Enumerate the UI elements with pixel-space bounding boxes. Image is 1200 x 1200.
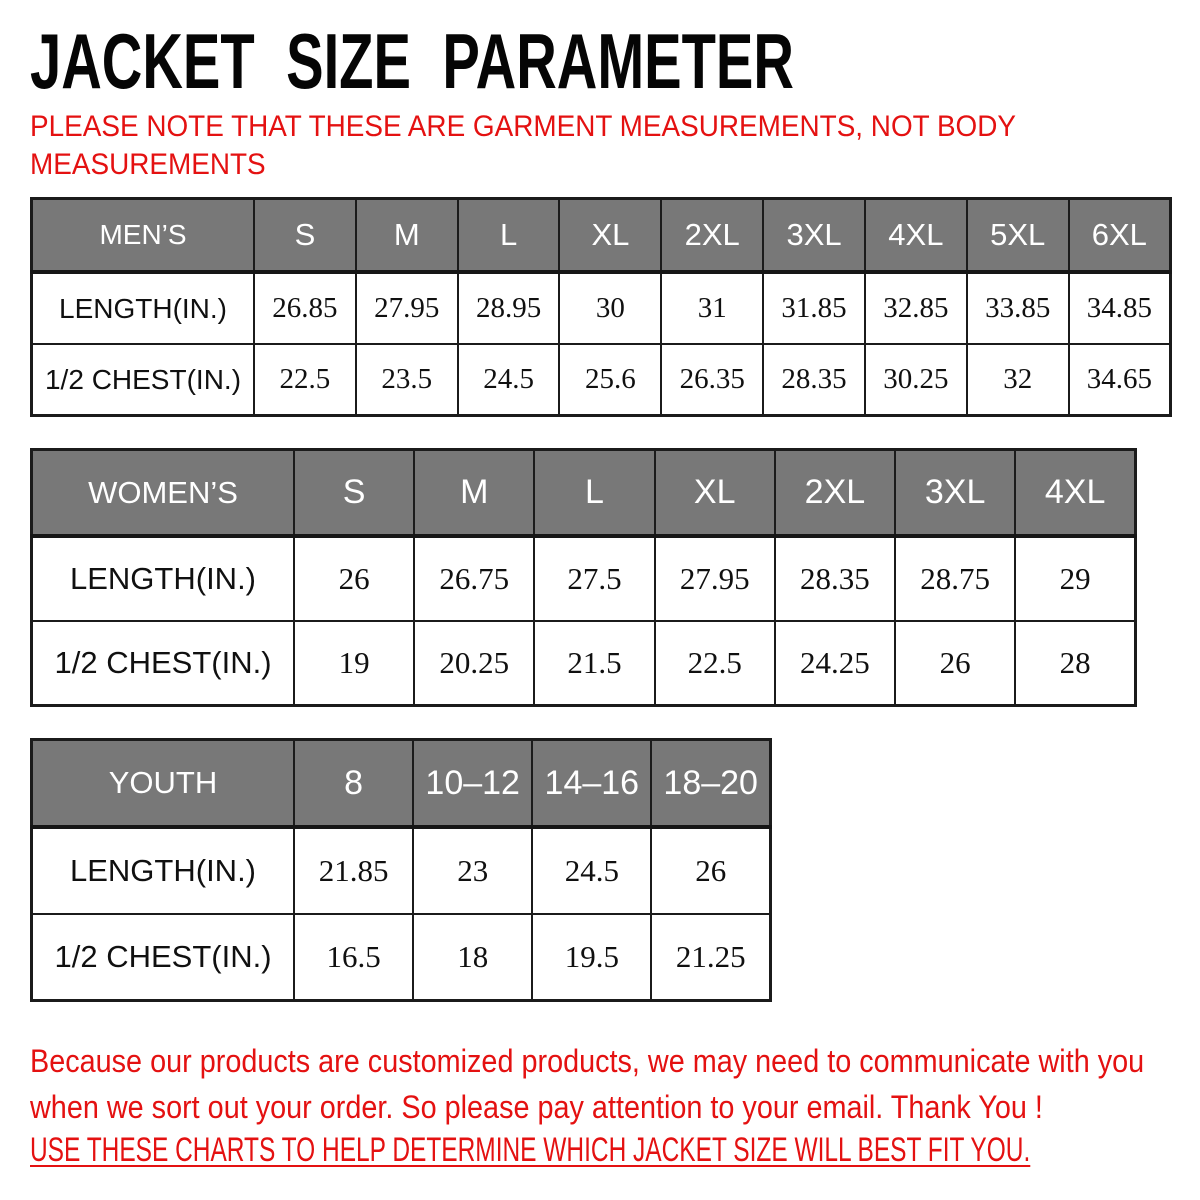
size-value-cell: 34.85 [1069,272,1171,344]
group-label-cell: YOUTH [32,740,295,828]
size-value-cell: 21.5 [534,621,654,706]
size-header-cell: 6XL [1069,199,1171,273]
size-value-cell: 28.35 [763,344,865,416]
size-value-cell: 27.95 [356,272,458,344]
size-value-cell: 25.6 [559,344,661,416]
womens-size-table [30,448,1137,707]
size-value-cell: 24.25 [775,621,895,706]
size-value-cell: 22.5 [655,621,775,706]
customization-notice-line: Because our products are customized products, we may need to communicate with you [30,1043,1145,1079]
size-header-cell: 3XL [763,199,865,273]
size-header-cell: XL [655,450,775,537]
size-value-cell: 20.25 [414,621,534,706]
size-header-cell: 8 [294,740,413,828]
size-value-cell: 22.5 [254,344,356,416]
size-header-cell: L [534,450,654,537]
size-value-cell: 29 [1015,536,1135,621]
size-value-cell: 27.5 [534,536,654,621]
customization-notice-line: when we sort out your order. So please pay attention to your email. Thank You ! [30,1089,1043,1125]
size-value-cell: 34.65 [1069,344,1171,416]
row-label-cell: LENGTH(IN.) [32,536,295,621]
size-value-cell: 21.85 [294,827,413,914]
size-value-cell: 26 [294,536,414,621]
customization-notice [30,1038,1144,1130]
youth-size-table [30,738,772,1002]
size-header-cell: 10–12 [413,740,532,828]
size-value-cell: 33.85 [967,272,1069,344]
size-value-cell: 32 [967,344,1069,416]
size-value-cell: 24.5 [458,344,560,416]
size-value-cell: 19.5 [532,914,651,1001]
size-value-cell: 23.5 [356,344,458,416]
page-title: JACKET SIZE PARAMETER [30,17,794,105]
group-label-cell: MEN’S [32,199,255,273]
chart-usage-instruction: USE THESE CHARTS TO HELP DETERMINE WHICH JACKET SIZE WILL BEST FIT YOU. [30,1131,1031,1169]
table-row [32,621,1136,706]
table-row [32,914,771,1001]
size-value-cell: 23 [413,827,532,914]
size-header-row [32,740,771,828]
size-value-cell: 28.75 [895,536,1015,621]
row-label-cell: 1/2 CHEST(IN.) [32,914,295,1001]
size-header-cell: 3XL [895,450,1015,537]
table-row [32,344,1171,416]
size-header-cell: 14–16 [532,740,651,828]
size-value-cell: 21.25 [651,914,770,1001]
size-value-cell: 28 [1015,621,1135,706]
note-line: PLEASE NOTE THAT THESE ARE GARMENT MEASUREMENTS, NOT BODY [30,110,1017,143]
size-value-cell: 26.75 [414,536,534,621]
size-value-cell: 27.95 [655,536,775,621]
group-label-cell: WOMEN’S [32,450,295,537]
size-value-cell: 16.5 [294,914,413,1001]
size-header-row [32,199,1171,273]
size-value-cell: 30 [559,272,661,344]
size-value-cell: 31 [661,272,763,344]
size-header-cell: XL [559,199,661,273]
size-value-cell: 19 [294,621,414,706]
size-value-cell: 26.85 [254,272,356,344]
size-value-cell: 31.85 [763,272,865,344]
size-header-cell: 18–20 [651,740,770,828]
size-header-cell: 4XL [865,199,967,273]
row-label-cell: LENGTH(IN.) [32,272,255,344]
mens-size-table [30,197,1172,417]
size-value-cell: 28.95 [458,272,560,344]
size-value-cell: 28.35 [775,536,895,621]
table-row [32,272,1171,344]
size-header-cell: S [254,199,356,273]
size-header-row [32,450,1136,537]
row-label-cell: 1/2 CHEST(IN.) [32,344,255,416]
size-header-cell: 2XL [775,450,895,537]
size-value-cell: 18 [413,914,532,1001]
note-line: MEASUREMENTS [30,148,266,181]
size-header-cell: 4XL [1015,450,1135,537]
size-value-cell: 30.25 [865,344,967,416]
size-value-cell: 32.85 [865,272,967,344]
size-header-cell: 5XL [967,199,1069,273]
size-value-cell: 26.35 [661,344,763,416]
size-header-cell: M [414,450,534,537]
size-value-cell: 24.5 [532,827,651,914]
size-header-cell: L [458,199,560,273]
row-label-cell: LENGTH(IN.) [32,827,295,914]
size-value-cell: 26 [895,621,1015,706]
table-row [32,536,1136,621]
size-header-cell: 2XL [661,199,763,273]
size-header-cell: S [294,450,414,537]
size-value-cell: 26 [651,827,770,914]
garment-measurement-note [30,108,1016,184]
row-label-cell: 1/2 CHEST(IN.) [32,621,295,706]
size-header-cell: M [356,199,458,273]
table-row [32,827,771,914]
